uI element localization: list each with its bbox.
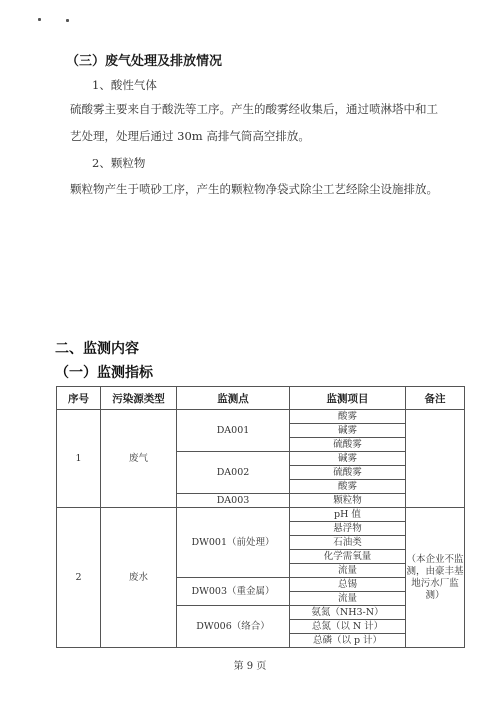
monitoring-point: DW001（前处理）: [177, 508, 290, 578]
monitoring-item: 流量: [290, 592, 406, 606]
monitoring-item: 流量: [290, 564, 406, 578]
monitoring-item: 化学需氧量: [290, 550, 406, 564]
monitoring-point: DA003: [177, 494, 290, 508]
scan-mark: [66, 19, 69, 22]
scan-mark: [38, 18, 41, 21]
remark-cell: [406, 410, 465, 508]
monitoring-item: 硫酸雾: [290, 438, 406, 452]
row-number: 2: [57, 508, 101, 648]
monitoring-point: DW003（重金属）: [177, 578, 290, 606]
monitoring-item: 总磷（以 p 计）: [290, 634, 406, 648]
monitoring-item: 悬浮物: [290, 522, 406, 536]
monitoring-item: 总锡: [290, 578, 406, 592]
paragraph-line: 硫酸雾主要来自于酸洗等工序。产生的酸雾经收集后，通过喷淋塔中和工: [70, 102, 438, 116]
header-cell: 监测项目: [290, 387, 406, 410]
monitoring-table: [56, 386, 465, 648]
monitoring-item: 酸雾: [290, 410, 406, 424]
monitoring-item: 硫酸雾: [290, 466, 406, 480]
section-heading: （三）废气处理及排放情况: [66, 54, 223, 69]
table-row: [57, 508, 465, 522]
monitoring-item: 碱雾: [290, 424, 406, 438]
monitoring-section-title: 二、监测内容: [55, 341, 139, 357]
source-type: 废水: [101, 508, 177, 648]
header-cell: 序号: [57, 387, 101, 410]
monitoring-item: 酸雾: [290, 480, 406, 494]
header-cell: 监测点: [177, 387, 290, 410]
monitoring-item: 氨氮（NH3-N）: [290, 606, 406, 620]
table-header-row: [57, 387, 465, 410]
monitoring-item: pH 值: [290, 508, 406, 522]
source-type: 废气: [101, 410, 177, 508]
page-number: 第 9 页: [233, 661, 267, 672]
paragraph-line: 颗粒物产生于喷砂工序，产生的颗粒物净袋式除尘工艺经除尘设施排放。: [70, 182, 438, 196]
monitoring-item: 碱雾: [290, 452, 406, 466]
subheading-particulates: 2、颗粒物: [92, 156, 146, 170]
remark-note: （本企业不监测，由豪丰基地污水厂监测）: [406, 508, 465, 648]
monitoring-subsection-title: （一）监测指标: [55, 365, 153, 381]
table-row: [57, 410, 465, 424]
row-number: 1: [57, 410, 101, 508]
header-cell: 污染源类型: [101, 387, 177, 410]
header-cell: 备注: [406, 387, 465, 410]
paragraph-line: 艺处理，处理后通过 30m 高排气筒高空排放。: [70, 129, 310, 143]
monitoring-item: 总氮（以 N 计）: [290, 620, 406, 634]
monitoring-item: 颗粒物: [290, 494, 406, 508]
monitoring-point: DA001: [177, 410, 290, 452]
monitoring-point: DA002: [177, 452, 290, 494]
monitoring-point: DW006（络合）: [177, 606, 290, 648]
monitoring-item: 石油类: [290, 536, 406, 550]
subheading-acid-gas: 1、酸性气体: [92, 78, 157, 92]
